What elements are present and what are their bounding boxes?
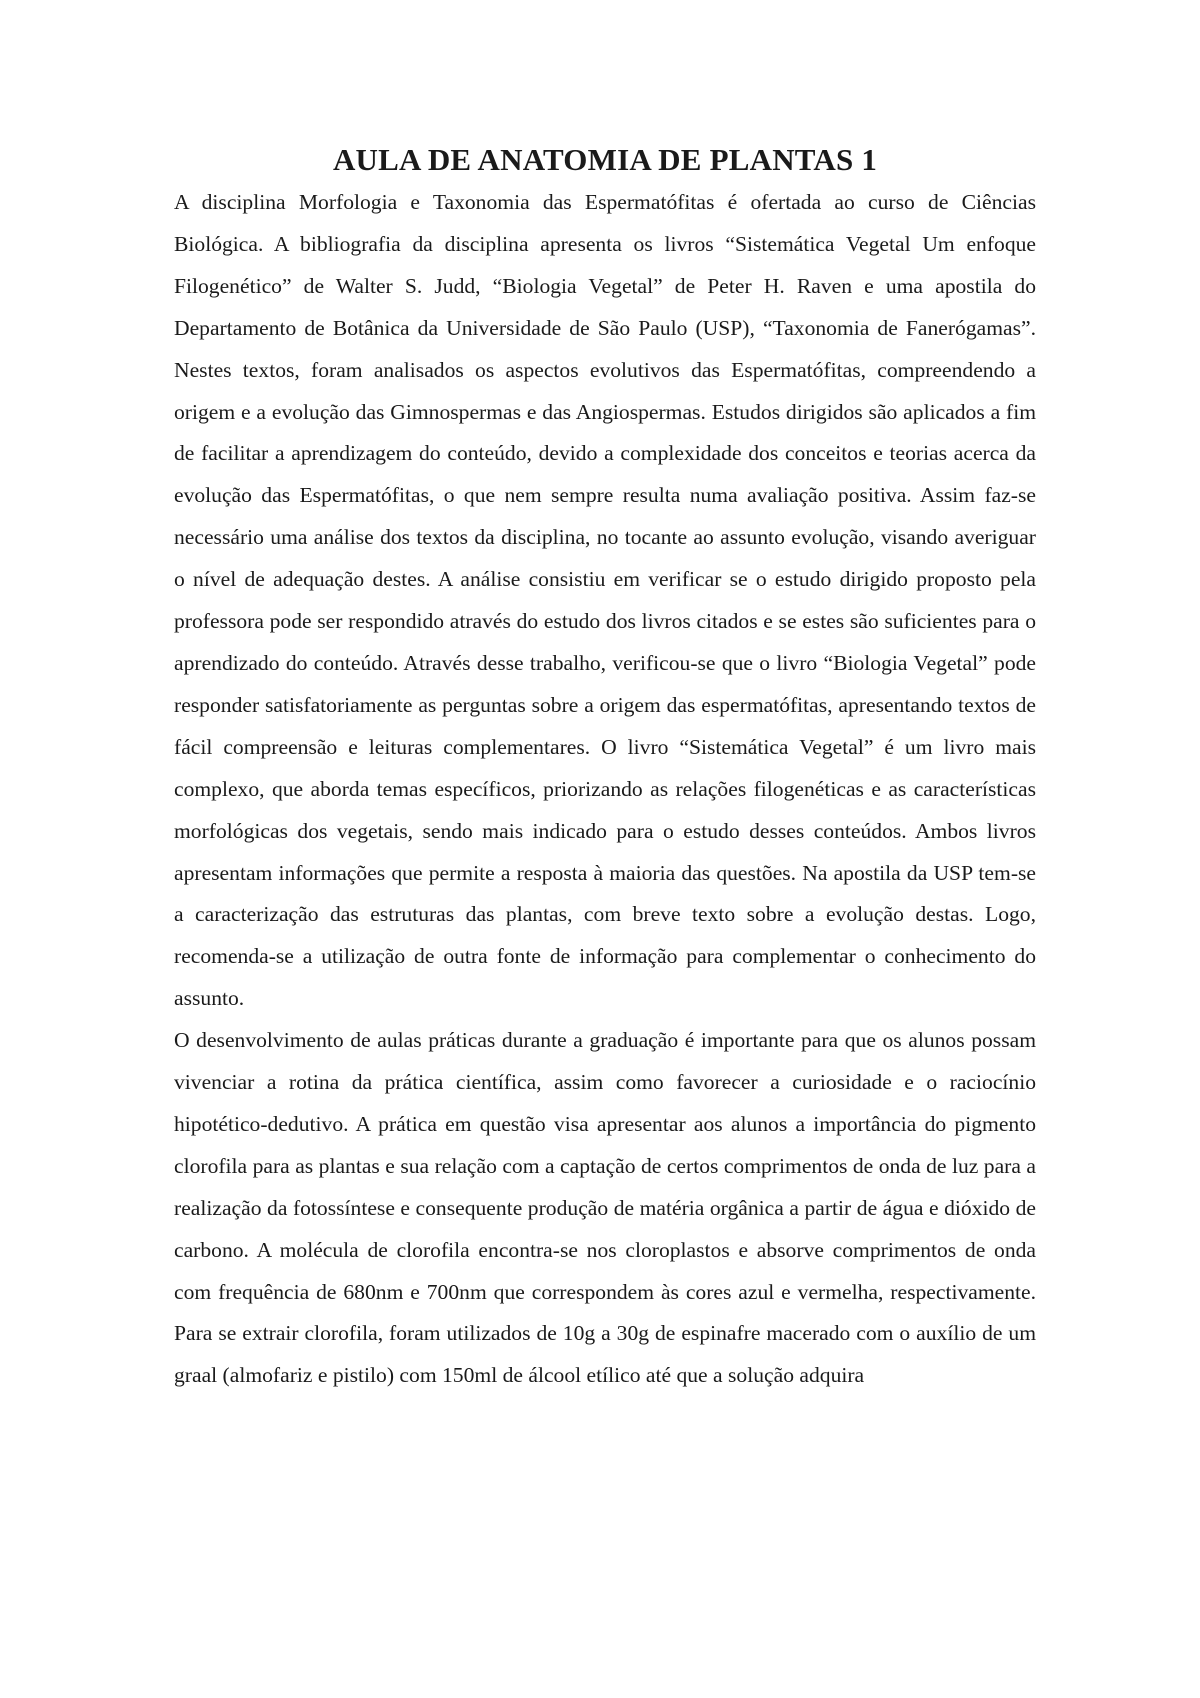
document-page: [174, 140, 1036, 1397]
paragraph-2: O desenvolvimento de aulas práticas durante a graduação é importante para que os alunos possam vivenciar a rotina da prática científica, assim como favorecer a curiosidade e o raciocínio hipotético-dedutivo. A prática em questão visa apresentar aos alunos a importância do pigmento clorofila para as plantas e sua relação com a captação de certos comprimentos de onda de luz para a realização da fotossíntese e consequente produção de matéria orgânica a partir de água e dióxido de carbono. A molécula de clorofila encontra-se nos cloroplastos e absorve comprimentos de onda com frequência de 680nm e 700nm que correspondem às cores azul e vermelha, respectivamente. Para se extrair clorofila, foram utilizados de 10g a 30g de espinafre macerado com o auxílio de um graal (almofariz e pistilo) com 150ml de álcool etílico até que a solução adquira: [174, 1028, 1036, 1388]
paragraph-1: A disciplina Morfologia e Taxonomia das Espermatófitas é ofertada ao curso de Ciências Biológica. A bibliografia da disciplina apresenta os livros “Sistemática Vegetal Um enfoque Filogenético” de Walter S. Judd, “Biologia Vegetal” de Peter H. Raven e uma apostila do Departamento de Botânica da Universidade de São Paulo (USP), “Taxonomia de Fanerógamas”. Nestes textos, foram analisados os aspectos evolutivos das Espermatófitas, compreendendo a origem e a evolução das Gimnospermas e das Angiospermas. Estudos dirigidos são aplicados a fim de facilitar a aprendizagem do conteúdo, devido a complexidade dos conceitos e teorias acerca da evolução das Espermatófitas, o que nem sempre resulta numa avaliação positiva. Assim faz-se necessário uma análise dos textos da disciplina, no tocante ao assunto evolução, visando averiguar o nível de adequação destes. A análise consistiu em verificar se o estudo dirigido proposto pela professora pode ser respondido através do estudo dos livros citados e se estes são suficientes para o aprendizado do conteúdo. Através desse trabalho, verificou-se que o livro “Biologia Vegetal” pode responder satisfatoriamente as perguntas sobre a origem das espermatófitas, apresentando textos de fácil compreensão e leituras complementares. O livro “Sistemática Vegetal” é um livro mais complexo, que aborda temas específicos, priorizando as relações filogenéticas e as características morfológicas dos vegetais, sendo mais indicado para o estudo desses conteúdos. Ambos livros apresentam informações que permite a resposta à maioria das questões. Na apostila da USP tem-se a caracterização das estruturas das plantas, com breve texto sobre a evolução destas. Logo, recomenda-se a utilização de outra fonte de informação para complementar o conhecimento do assunto.: [174, 190, 1036, 1011]
document-title: AULA DE ANATOMIA DE PLANTAS 1: [332, 142, 878, 177]
